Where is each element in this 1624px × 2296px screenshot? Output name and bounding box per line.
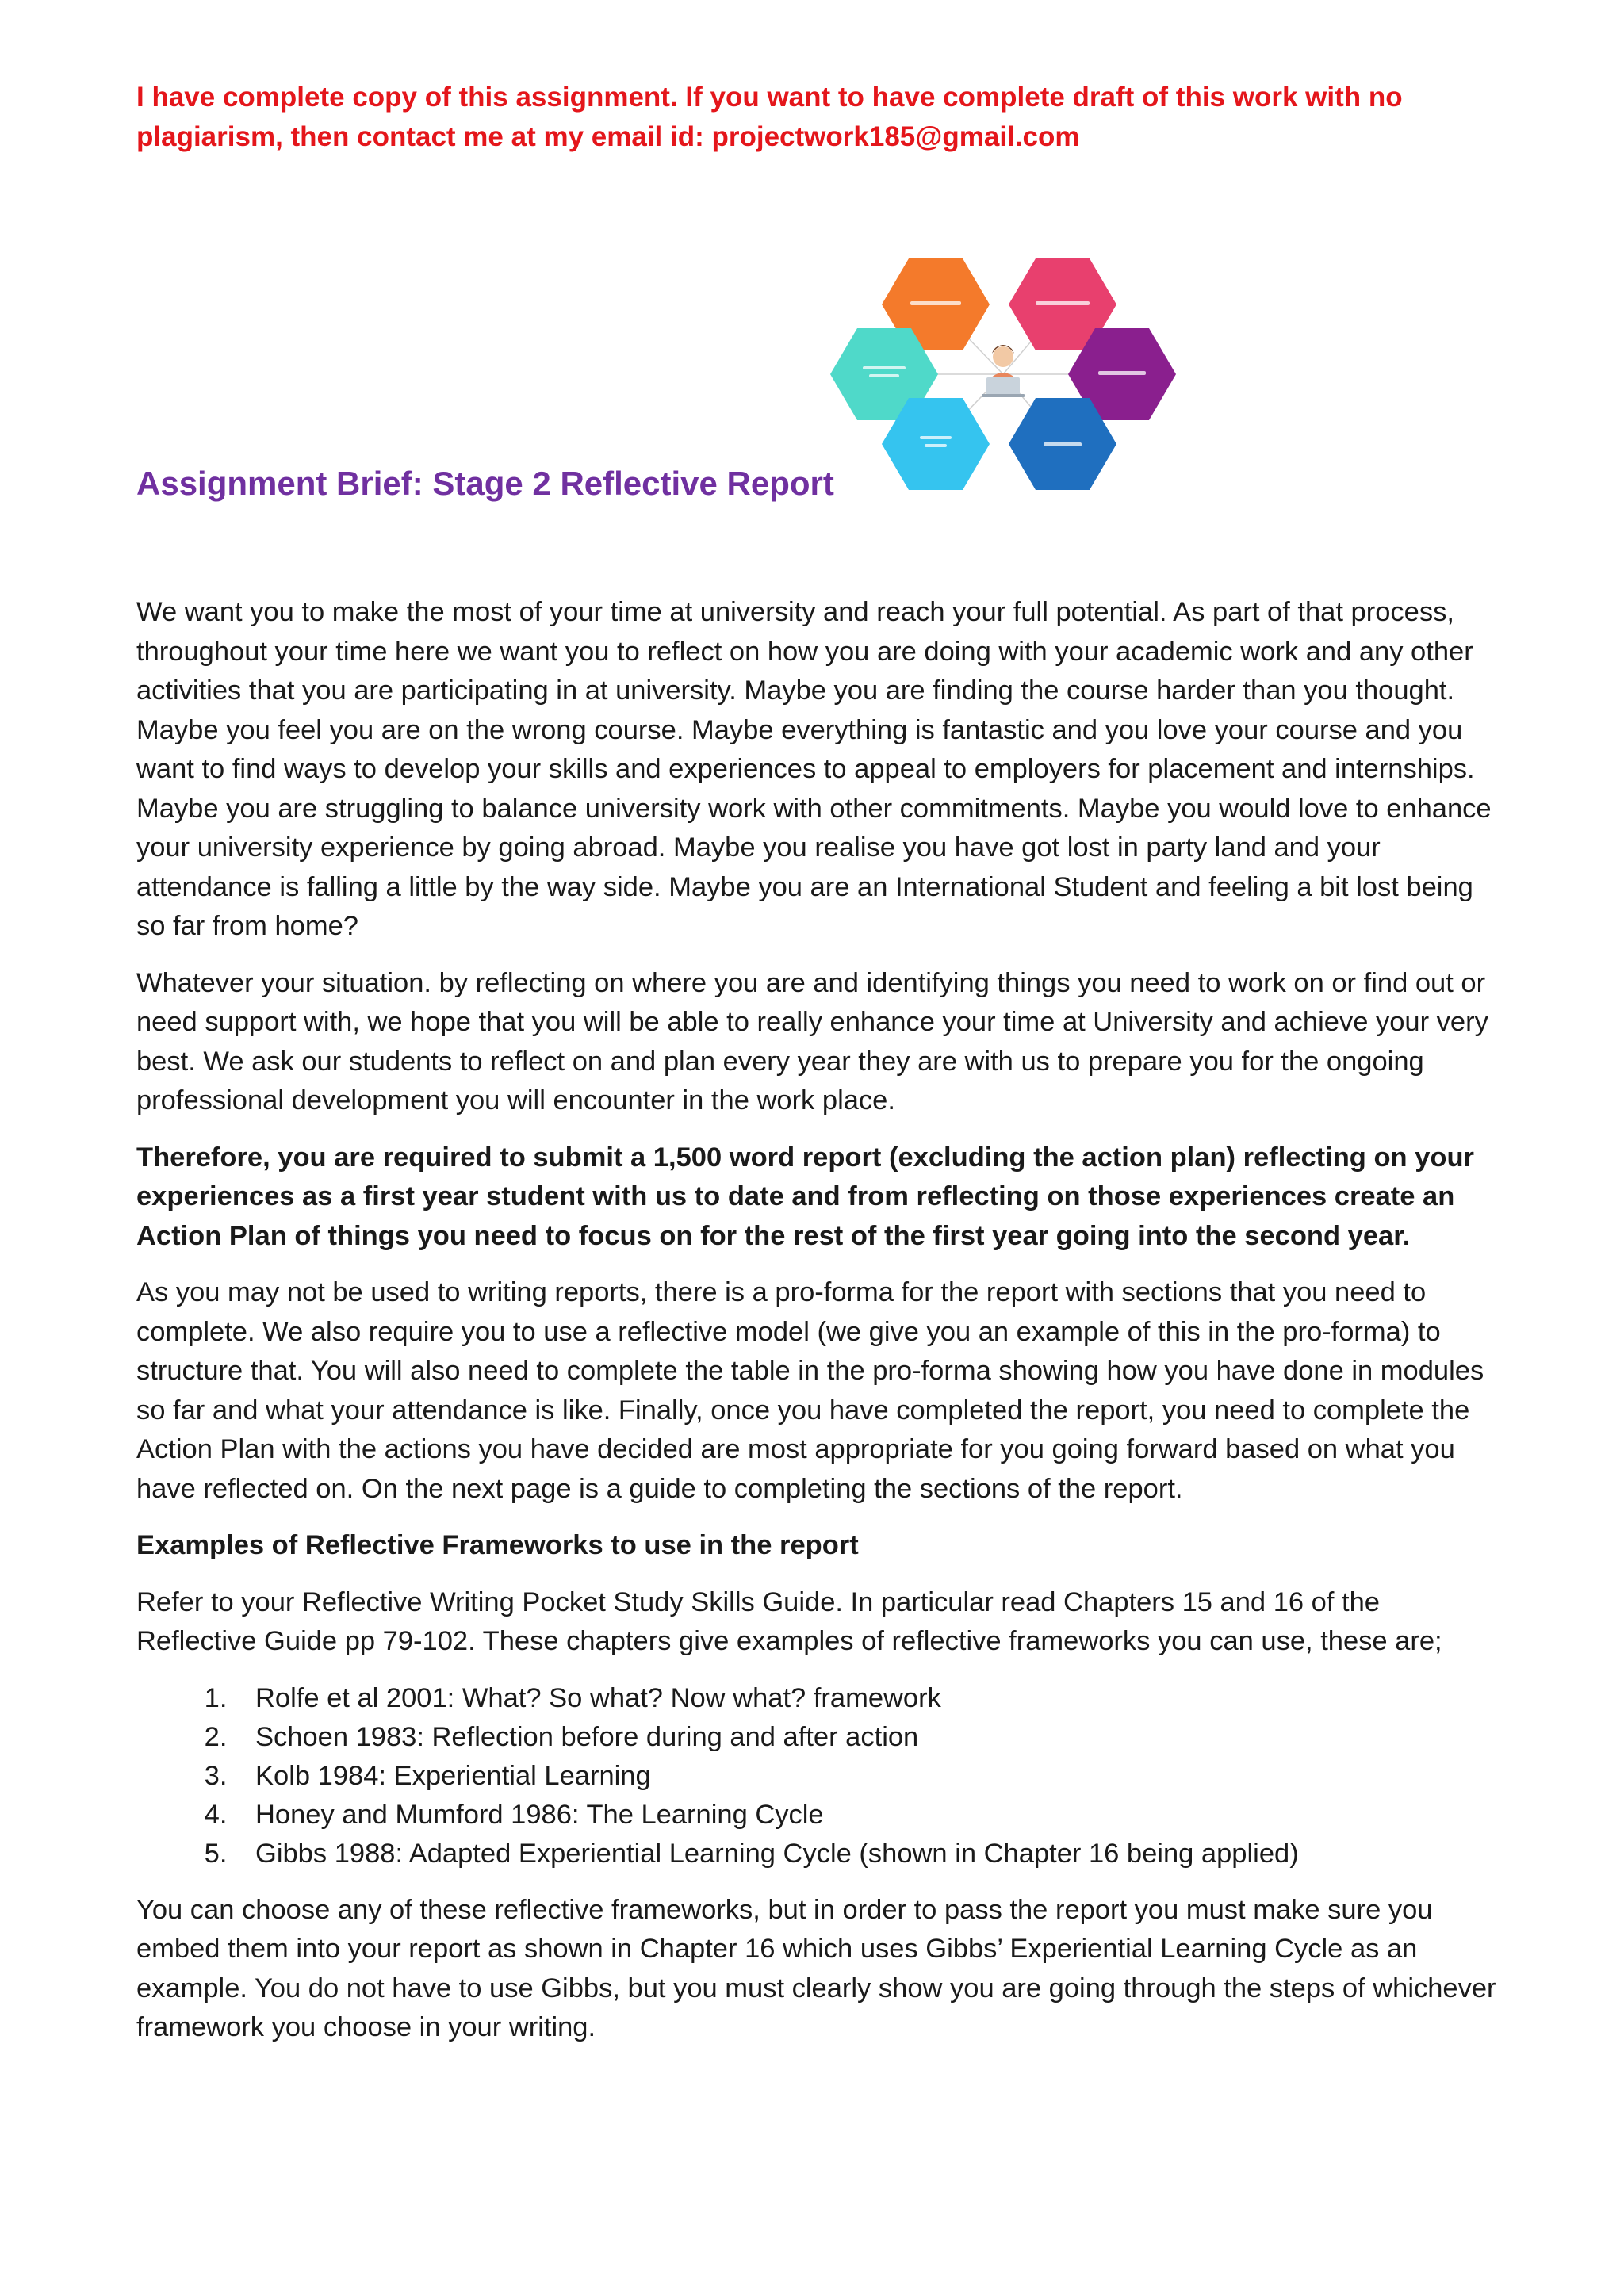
body-text: [136, 593, 1500, 2065]
pro-forma-paragraph: As you may not be used to writing reports, there is a pro-forma for the report with sections that you need to complete. We also require you to use a reflective model (we give you an example of this in the pro-forma) to structure that. You will also need to complete the table in the pro-forma showing how you have done in modules so far and what your attendance is like. Finally, once you have completed the report, you need to complete the Action Plan with the actions you have decided are most appropriate for you going forward based on what you have reflected on. On the next page is a guide to completing the sections of the report.: [136, 1277, 1484, 1504]
guide-paragraph: Refer to your Reflective Writing Pocket Study Skills Guide. In particular read Chapters 15 and 16 of the Reflective Guide pp 79-102. These chapters give examples of reflective frameworks you can use, these are;: [136, 1586, 1442, 1656]
frameworks-list: [136, 1679, 1500, 1873]
situation-paragraph: Whatever your situation. by reflecting on where you are and identifying things you need to work on or find out or need support with, we hope that you will be able to really enhance your time at University and achieve your very best. We ask our students to reflect on and plan every year they are with us to prepare you for the ongoing professional development you will encounter in the work place.: [136, 967, 1488, 1115]
list-item: 3. Kolb 1984: Experiential Learning: [235, 1757, 1500, 1796]
page-title: Assignment Brief: Stage 2 Reflective Report: [136, 465, 834, 502]
list-item: 4. Honey and Mumford 1986: The Learning Cycle: [235, 1796, 1500, 1835]
frameworks-subheading: Examples of Reflective Frameworks to use in the report: [136, 1530, 859, 1560]
list-item: 5. Gibbs 1988: Adapted Experiential Learning Cycle (shown in Chapter 16 being applied): [235, 1835, 1500, 1873]
person-laptop-icon: [982, 345, 1025, 397]
intro-paragraph: We want you to make the most of your time at university and reach your full potential. As part of that process, throughout your time here we want you to reflect on how you are doing with your academic work and any other activities that you are participating in at university. Maybe you are finding the course harder than you thought. Maybe you feel you are on the wrong course. Maybe everything is fantastic and you love your course and you want to find ways to develop your skills and experiences to appeal to employers for placement and internships. Maybe you are struggling to balance university work with other commitments. Maybe you would love to enhance your university experience by going abroad. Maybe you realise you have got lost in party land and your attendance is falling a little by the way side. Maybe you are an International Student and feeling a bit lost being so far from home?: [136, 597, 1492, 941]
closing-paragraph: You can choose any of these reflective frameworks, but in order to pass the report you must make sure you embed them into your report as shown in Chapter 16 which uses Gibbs’ Experiential Learning Cycle as an example. You do not have to use Gibbs, but you must clearly show you are going through the steps of whichever framework you choose in your writing.: [136, 1894, 1496, 2042]
list-item: 2. Schoen 1983: Reflection before during and after action: [235, 1718, 1500, 1757]
requirement-paragraph: Therefore, you are required to submit a 1,500 word report (excluding the action plan) reflecting on your experiences as a first year student with us to date and from reflecting on those experiences create an Action Plan of things you need to focus on for the rest of the first year going into the second year.: [136, 1142, 1474, 1251]
contact-notice: I have complete copy of this assignment. If you want to have complete draft of this work with no plagiarism, then contact me at my email id: projectwork185@gmail.com: [136, 82, 1403, 152]
list-item: 1. Rolfe et al 2001: What? So what? Now what? framework: [235, 1679, 1500, 1718]
hexagon-skills-diagram-icon: [825, 255, 1182, 493]
